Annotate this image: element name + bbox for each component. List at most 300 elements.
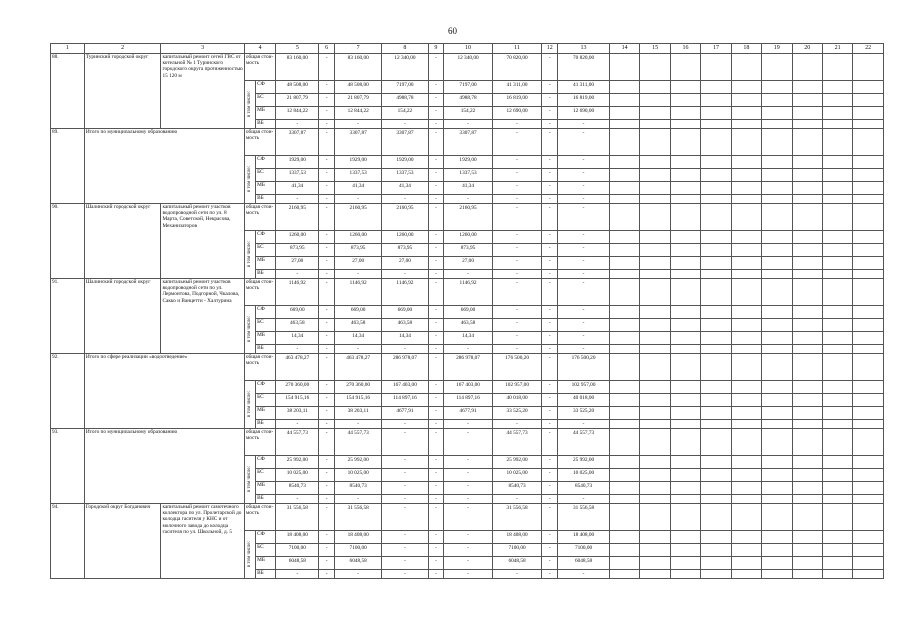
empty-cell xyxy=(640,456,670,469)
empty-cell xyxy=(762,204,792,231)
funding-value: - xyxy=(428,394,444,407)
funding-value: - xyxy=(319,231,335,244)
empty-cell xyxy=(731,429,761,456)
empty-cell xyxy=(853,332,884,345)
funding-value: - xyxy=(444,495,492,504)
empty-cell xyxy=(822,279,852,306)
funding-source-code: БС xyxy=(256,244,276,257)
total-value: 70 820,00 xyxy=(558,54,610,81)
empty-cell xyxy=(792,107,822,120)
funding-value: - xyxy=(492,270,542,279)
empty-cell xyxy=(853,195,884,204)
empty-cell xyxy=(731,345,761,354)
funding-value: - xyxy=(542,469,558,482)
funding-value: 10 025,00 xyxy=(335,469,382,482)
empty-cell xyxy=(792,169,822,182)
empty-cell xyxy=(731,531,761,544)
funding-value: - xyxy=(319,456,335,469)
funding-value: 27,00 xyxy=(382,257,428,270)
empty-cell xyxy=(731,456,761,469)
empty-cell xyxy=(731,319,761,332)
total-value: 70 820,00 xyxy=(492,54,542,81)
total-value: - xyxy=(558,279,610,306)
empty-cell xyxy=(853,456,884,469)
funding-value: - xyxy=(542,394,558,407)
funding-value: 12 844,22 xyxy=(335,107,382,120)
funding-value: - xyxy=(542,231,558,244)
funding-value: 41 311,00 xyxy=(558,81,610,94)
empty-cell xyxy=(792,482,822,495)
empty-cell xyxy=(670,570,700,579)
empty-cell xyxy=(853,244,884,257)
total-value: - xyxy=(492,129,542,156)
empty-cell xyxy=(609,204,639,231)
funding-value: 25 992,00 xyxy=(492,456,542,469)
funding-value: 873,95 xyxy=(382,244,428,257)
funding-value: 669,00 xyxy=(382,306,428,319)
empty-cell xyxy=(640,231,670,244)
funding-value: - xyxy=(558,345,610,354)
empty-cell xyxy=(822,394,852,407)
empty-cell xyxy=(609,354,639,381)
funding-value: 33 525,20 xyxy=(558,407,610,420)
funding-value: 16 819,00 xyxy=(558,94,610,107)
empty-cell xyxy=(670,279,700,306)
funding-value: - xyxy=(428,195,444,204)
funding-value: 41,34 xyxy=(276,182,319,195)
funding-value: - xyxy=(382,544,428,557)
empty-cell xyxy=(731,129,761,156)
empty-cell xyxy=(762,244,792,257)
empty-cell xyxy=(731,570,761,579)
total-value: - xyxy=(319,129,335,156)
funding-value: 167 403,00 xyxy=(382,381,428,394)
total-value: - xyxy=(444,504,492,531)
funding-value: 669,00 xyxy=(444,306,492,319)
empty-cell xyxy=(670,420,700,429)
empty-cell xyxy=(640,469,670,482)
empty-cell xyxy=(792,420,822,429)
empty-cell xyxy=(731,195,761,204)
empty-cell xyxy=(822,495,852,504)
empty-cell xyxy=(609,381,639,394)
funding-source-code: ВБ xyxy=(256,420,276,429)
empty-cell xyxy=(822,54,852,81)
empty-cell xyxy=(640,54,670,81)
column-header-5: 5 xyxy=(276,44,319,54)
funding-value: 14,34 xyxy=(276,332,319,345)
funding-value: - xyxy=(444,270,492,279)
total-value: 463 478,27 xyxy=(335,354,382,381)
empty-cell xyxy=(640,495,670,504)
empty-cell xyxy=(640,270,670,279)
funding-value: - xyxy=(382,195,428,204)
funding-value: - xyxy=(319,94,335,107)
empty-cell xyxy=(762,306,792,319)
funding-value: - xyxy=(428,381,444,394)
funding-value: - xyxy=(542,420,558,429)
funding-value: 1260,00 xyxy=(276,231,319,244)
empty-cell xyxy=(762,354,792,381)
empty-cell xyxy=(731,169,761,182)
empty-cell xyxy=(822,120,852,129)
empty-cell xyxy=(640,129,670,156)
empty-cell xyxy=(731,544,761,557)
empty-cell xyxy=(792,381,822,394)
empty-cell xyxy=(670,120,700,129)
empty-cell xyxy=(670,156,700,169)
funding-value: - xyxy=(492,319,542,332)
funding-value: - xyxy=(319,570,335,579)
funding-value: - xyxy=(428,319,444,332)
funding-value: 7197,00 xyxy=(444,81,492,94)
column-header-20: 20 xyxy=(792,44,822,54)
empty-cell xyxy=(822,557,852,570)
funding-value: - xyxy=(319,482,335,495)
budget-table xyxy=(50,43,884,579)
empty-cell xyxy=(670,429,700,456)
empty-cell xyxy=(762,456,792,469)
funding-value: - xyxy=(319,257,335,270)
total-value: 176 500,20 xyxy=(558,354,610,381)
empty-cell xyxy=(640,120,670,129)
empty-cell xyxy=(792,531,822,544)
funding-value: 10 025,00 xyxy=(558,469,610,482)
funding-value: 40 018,00 xyxy=(558,394,610,407)
funding-value: 7100,00 xyxy=(558,544,610,557)
column-header-12: 12 xyxy=(542,44,558,54)
funding-value: - xyxy=(444,456,492,469)
funding-value: - xyxy=(542,570,558,579)
total-value: - xyxy=(542,204,558,231)
empty-cell xyxy=(762,182,792,195)
funding-value: - xyxy=(319,120,335,129)
funding-source-code: МБ xyxy=(256,332,276,345)
funding-value: - xyxy=(382,570,428,579)
empty-cell xyxy=(670,345,700,354)
funding-value: - xyxy=(319,420,335,429)
funding-value: - xyxy=(319,319,335,332)
funding-value: - xyxy=(428,120,444,129)
funding-value: - xyxy=(444,557,492,570)
empty-cell xyxy=(762,270,792,279)
funding-value: - xyxy=(276,120,319,129)
empty-cell xyxy=(701,270,731,279)
total-value: - xyxy=(428,129,444,156)
empty-cell xyxy=(701,354,731,381)
funding-value: 48 508,00 xyxy=(335,81,382,94)
empty-cell xyxy=(731,231,761,244)
empty-cell xyxy=(640,204,670,231)
empty-cell xyxy=(822,504,852,531)
empty-cell xyxy=(640,156,670,169)
funding-source-code: МБ xyxy=(256,107,276,120)
total-value: 3307,87 xyxy=(335,129,382,156)
funding-value: 25 992,00 xyxy=(335,456,382,469)
empty-cell xyxy=(792,156,822,169)
empty-cell xyxy=(670,381,700,394)
empty-cell xyxy=(853,94,884,107)
funding-value: - xyxy=(319,332,335,345)
empty-cell xyxy=(762,495,792,504)
funding-value: 38 203,11 xyxy=(276,407,319,420)
column-header-9: 9 xyxy=(428,44,444,54)
empty-cell xyxy=(762,429,792,456)
empty-cell xyxy=(670,244,700,257)
empty-cell xyxy=(701,531,731,544)
column-header-7: 7 xyxy=(335,44,382,54)
total-value: 83 160,00 xyxy=(335,54,382,81)
column-header-15: 15 xyxy=(640,44,670,54)
empty-cell xyxy=(701,279,731,306)
empty-cell xyxy=(609,332,639,345)
funding-value: 1337,53 xyxy=(276,169,319,182)
column-header-13: 13 xyxy=(558,44,610,54)
empty-cell xyxy=(609,319,639,332)
funding-value: 154 915,16 xyxy=(335,394,382,407)
funding-value: 27,00 xyxy=(276,257,319,270)
funding-value: 8540,73 xyxy=(492,482,542,495)
column-header-17: 17 xyxy=(701,44,731,54)
funding-value: - xyxy=(428,407,444,420)
total-value: 44 557,73 xyxy=(276,429,319,456)
funding-value: - xyxy=(428,456,444,469)
funding-value: 14,34 xyxy=(335,332,382,345)
empty-cell xyxy=(701,204,731,231)
empty-cell xyxy=(640,332,670,345)
empty-cell xyxy=(701,244,731,257)
including-label-cell xyxy=(244,306,255,354)
empty-cell xyxy=(609,120,639,129)
funding-value: - xyxy=(276,270,319,279)
empty-cell xyxy=(670,354,700,381)
funding-value: - xyxy=(558,319,610,332)
empty-cell xyxy=(640,257,670,270)
including-label-cell xyxy=(244,156,255,204)
empty-cell xyxy=(853,544,884,557)
empty-cell xyxy=(609,394,639,407)
total-value: 3307,87 xyxy=(276,129,319,156)
total-value: 1146,92 xyxy=(335,279,382,306)
funding-value: 1260,00 xyxy=(444,231,492,244)
empty-cell xyxy=(609,156,639,169)
funding-value: - xyxy=(492,182,542,195)
empty-cell xyxy=(609,345,639,354)
funding-value: - xyxy=(542,345,558,354)
empty-cell xyxy=(822,156,852,169)
total-value: 44 557,73 xyxy=(492,429,542,456)
empty-cell xyxy=(731,354,761,381)
empty-cell xyxy=(670,504,700,531)
funding-value: 102 957,00 xyxy=(558,381,610,394)
funding-value: - xyxy=(558,306,610,319)
empty-cell xyxy=(609,182,639,195)
funding-value: 7100,00 xyxy=(492,544,542,557)
funding-value: - xyxy=(542,169,558,182)
empty-cell xyxy=(701,544,731,557)
including-label: в том числе: xyxy=(246,391,252,418)
empty-cell xyxy=(609,107,639,120)
funding-value: 25 992,00 xyxy=(558,456,610,469)
funding-value: - xyxy=(428,332,444,345)
funding-value: - xyxy=(382,270,428,279)
funding-value: - xyxy=(492,156,542,169)
empty-cell xyxy=(640,394,670,407)
empty-cell xyxy=(762,120,792,129)
funding-value: 8540,73 xyxy=(558,482,610,495)
total-value: 31 556,58 xyxy=(335,504,382,531)
column-header-11: 11 xyxy=(492,44,542,54)
empty-cell xyxy=(640,354,670,381)
empty-cell xyxy=(853,257,884,270)
municipality-cell: Туринский городской округ xyxy=(84,54,161,129)
row-number: 91. xyxy=(51,279,85,354)
total-value: - xyxy=(319,504,335,531)
funding-value: - xyxy=(542,195,558,204)
total-value: 12 340,00 xyxy=(382,54,428,81)
empty-cell xyxy=(792,354,822,381)
empty-cell xyxy=(701,107,731,120)
empty-cell xyxy=(762,129,792,156)
object-description: капитальный ремонт сетей ГВС от котельной № 1 Туринского городского округа протяженностью 15 120 м xyxy=(161,54,244,129)
empty-cell xyxy=(792,204,822,231)
empty-cell xyxy=(670,129,700,156)
empty-cell xyxy=(670,107,700,120)
funding-value: 18 408,00 xyxy=(335,531,382,544)
empty-cell xyxy=(609,81,639,94)
empty-cell xyxy=(609,195,639,204)
empty-cell xyxy=(853,270,884,279)
column-header-21: 21 xyxy=(822,44,852,54)
funding-value: - xyxy=(542,270,558,279)
funding-value: 114 897,16 xyxy=(382,394,428,407)
empty-cell xyxy=(762,469,792,482)
funding-source-code: СФ xyxy=(256,231,276,244)
empty-cell xyxy=(731,469,761,482)
funding-value: - xyxy=(558,244,610,257)
empty-cell xyxy=(640,531,670,544)
empty-cell xyxy=(670,231,700,244)
funding-value: - xyxy=(558,270,610,279)
funding-value: - xyxy=(558,570,610,579)
empty-cell xyxy=(701,182,731,195)
empty-cell xyxy=(853,469,884,482)
empty-cell xyxy=(640,407,670,420)
funding-value: 873,95 xyxy=(276,244,319,257)
empty-cell xyxy=(792,120,822,129)
funding-value: - xyxy=(428,107,444,120)
row-number: 94. xyxy=(51,504,85,579)
object-description: капитальный ремонт участков водопроводной сети по ул. 8 Марта, Советской, Некрасова, Механизаторов xyxy=(161,204,244,279)
empty-cell xyxy=(670,495,700,504)
funding-value: 1260,00 xyxy=(382,231,428,244)
empty-cell xyxy=(792,557,822,570)
empty-cell xyxy=(822,182,852,195)
funding-value: - xyxy=(382,120,428,129)
total-value: - xyxy=(542,279,558,306)
empty-cell xyxy=(853,54,884,81)
row-number: 90. xyxy=(51,204,85,279)
empty-cell xyxy=(731,279,761,306)
funding-source-code: МБ xyxy=(256,557,276,570)
empty-cell xyxy=(640,169,670,182)
empty-cell xyxy=(670,482,700,495)
total-value: 286 978,07 xyxy=(444,354,492,381)
funding-value: - xyxy=(542,94,558,107)
funding-value: - xyxy=(319,531,335,544)
funding-value: - xyxy=(319,495,335,504)
funding-value: - xyxy=(319,156,335,169)
empty-cell xyxy=(822,420,852,429)
empty-cell xyxy=(731,420,761,429)
empty-cell xyxy=(640,429,670,456)
funding-value: - xyxy=(319,182,335,195)
total-value: - xyxy=(542,354,558,381)
empty-cell xyxy=(822,381,852,394)
empty-cell xyxy=(609,456,639,469)
empty-cell xyxy=(609,94,639,107)
funding-value: 1260,00 xyxy=(335,231,382,244)
funding-source-code: МБ xyxy=(256,407,276,420)
funding-value: - xyxy=(382,456,428,469)
funding-value: - xyxy=(428,270,444,279)
funding-value: 41,34 xyxy=(335,182,382,195)
including-label-cell xyxy=(244,381,255,429)
empty-cell xyxy=(609,306,639,319)
total-value: 31 556,58 xyxy=(492,504,542,531)
empty-cell xyxy=(762,169,792,182)
funding-value: - xyxy=(492,257,542,270)
including-label: в том числе: xyxy=(246,241,252,268)
funding-value: - xyxy=(542,120,558,129)
empty-cell xyxy=(792,244,822,257)
empty-cell xyxy=(609,469,639,482)
empty-cell xyxy=(670,182,700,195)
empty-cell xyxy=(731,495,761,504)
total-cost-label: общая стои-мость xyxy=(244,504,276,531)
funding-value: 12 844,22 xyxy=(276,107,319,120)
funding-value: - xyxy=(444,482,492,495)
empty-cell xyxy=(822,319,852,332)
empty-cell xyxy=(792,345,822,354)
empty-cell xyxy=(609,129,639,156)
empty-cell xyxy=(822,81,852,94)
empty-cell xyxy=(792,182,822,195)
empty-cell xyxy=(670,531,700,544)
empty-cell xyxy=(609,270,639,279)
funding-value: - xyxy=(319,270,335,279)
empty-cell xyxy=(792,94,822,107)
funding-value: - xyxy=(444,544,492,557)
empty-cell xyxy=(609,429,639,456)
funding-value: - xyxy=(319,544,335,557)
funding-value: - xyxy=(542,456,558,469)
empty-cell xyxy=(822,332,852,345)
total-cost-label: общая стои-мость xyxy=(244,429,276,456)
empty-cell xyxy=(853,204,884,231)
empty-cell xyxy=(762,531,792,544)
total-value: - xyxy=(428,279,444,306)
funding-value: 10 025,00 xyxy=(276,469,319,482)
total-value: - xyxy=(319,429,335,456)
empty-cell xyxy=(670,270,700,279)
funding-value: - xyxy=(335,420,382,429)
funding-value: 669,00 xyxy=(276,306,319,319)
empty-cell xyxy=(731,504,761,531)
column-header-2: 2 xyxy=(84,44,161,54)
total-cost-label: общая стои-мость xyxy=(244,279,276,306)
total-value: - xyxy=(558,129,610,156)
